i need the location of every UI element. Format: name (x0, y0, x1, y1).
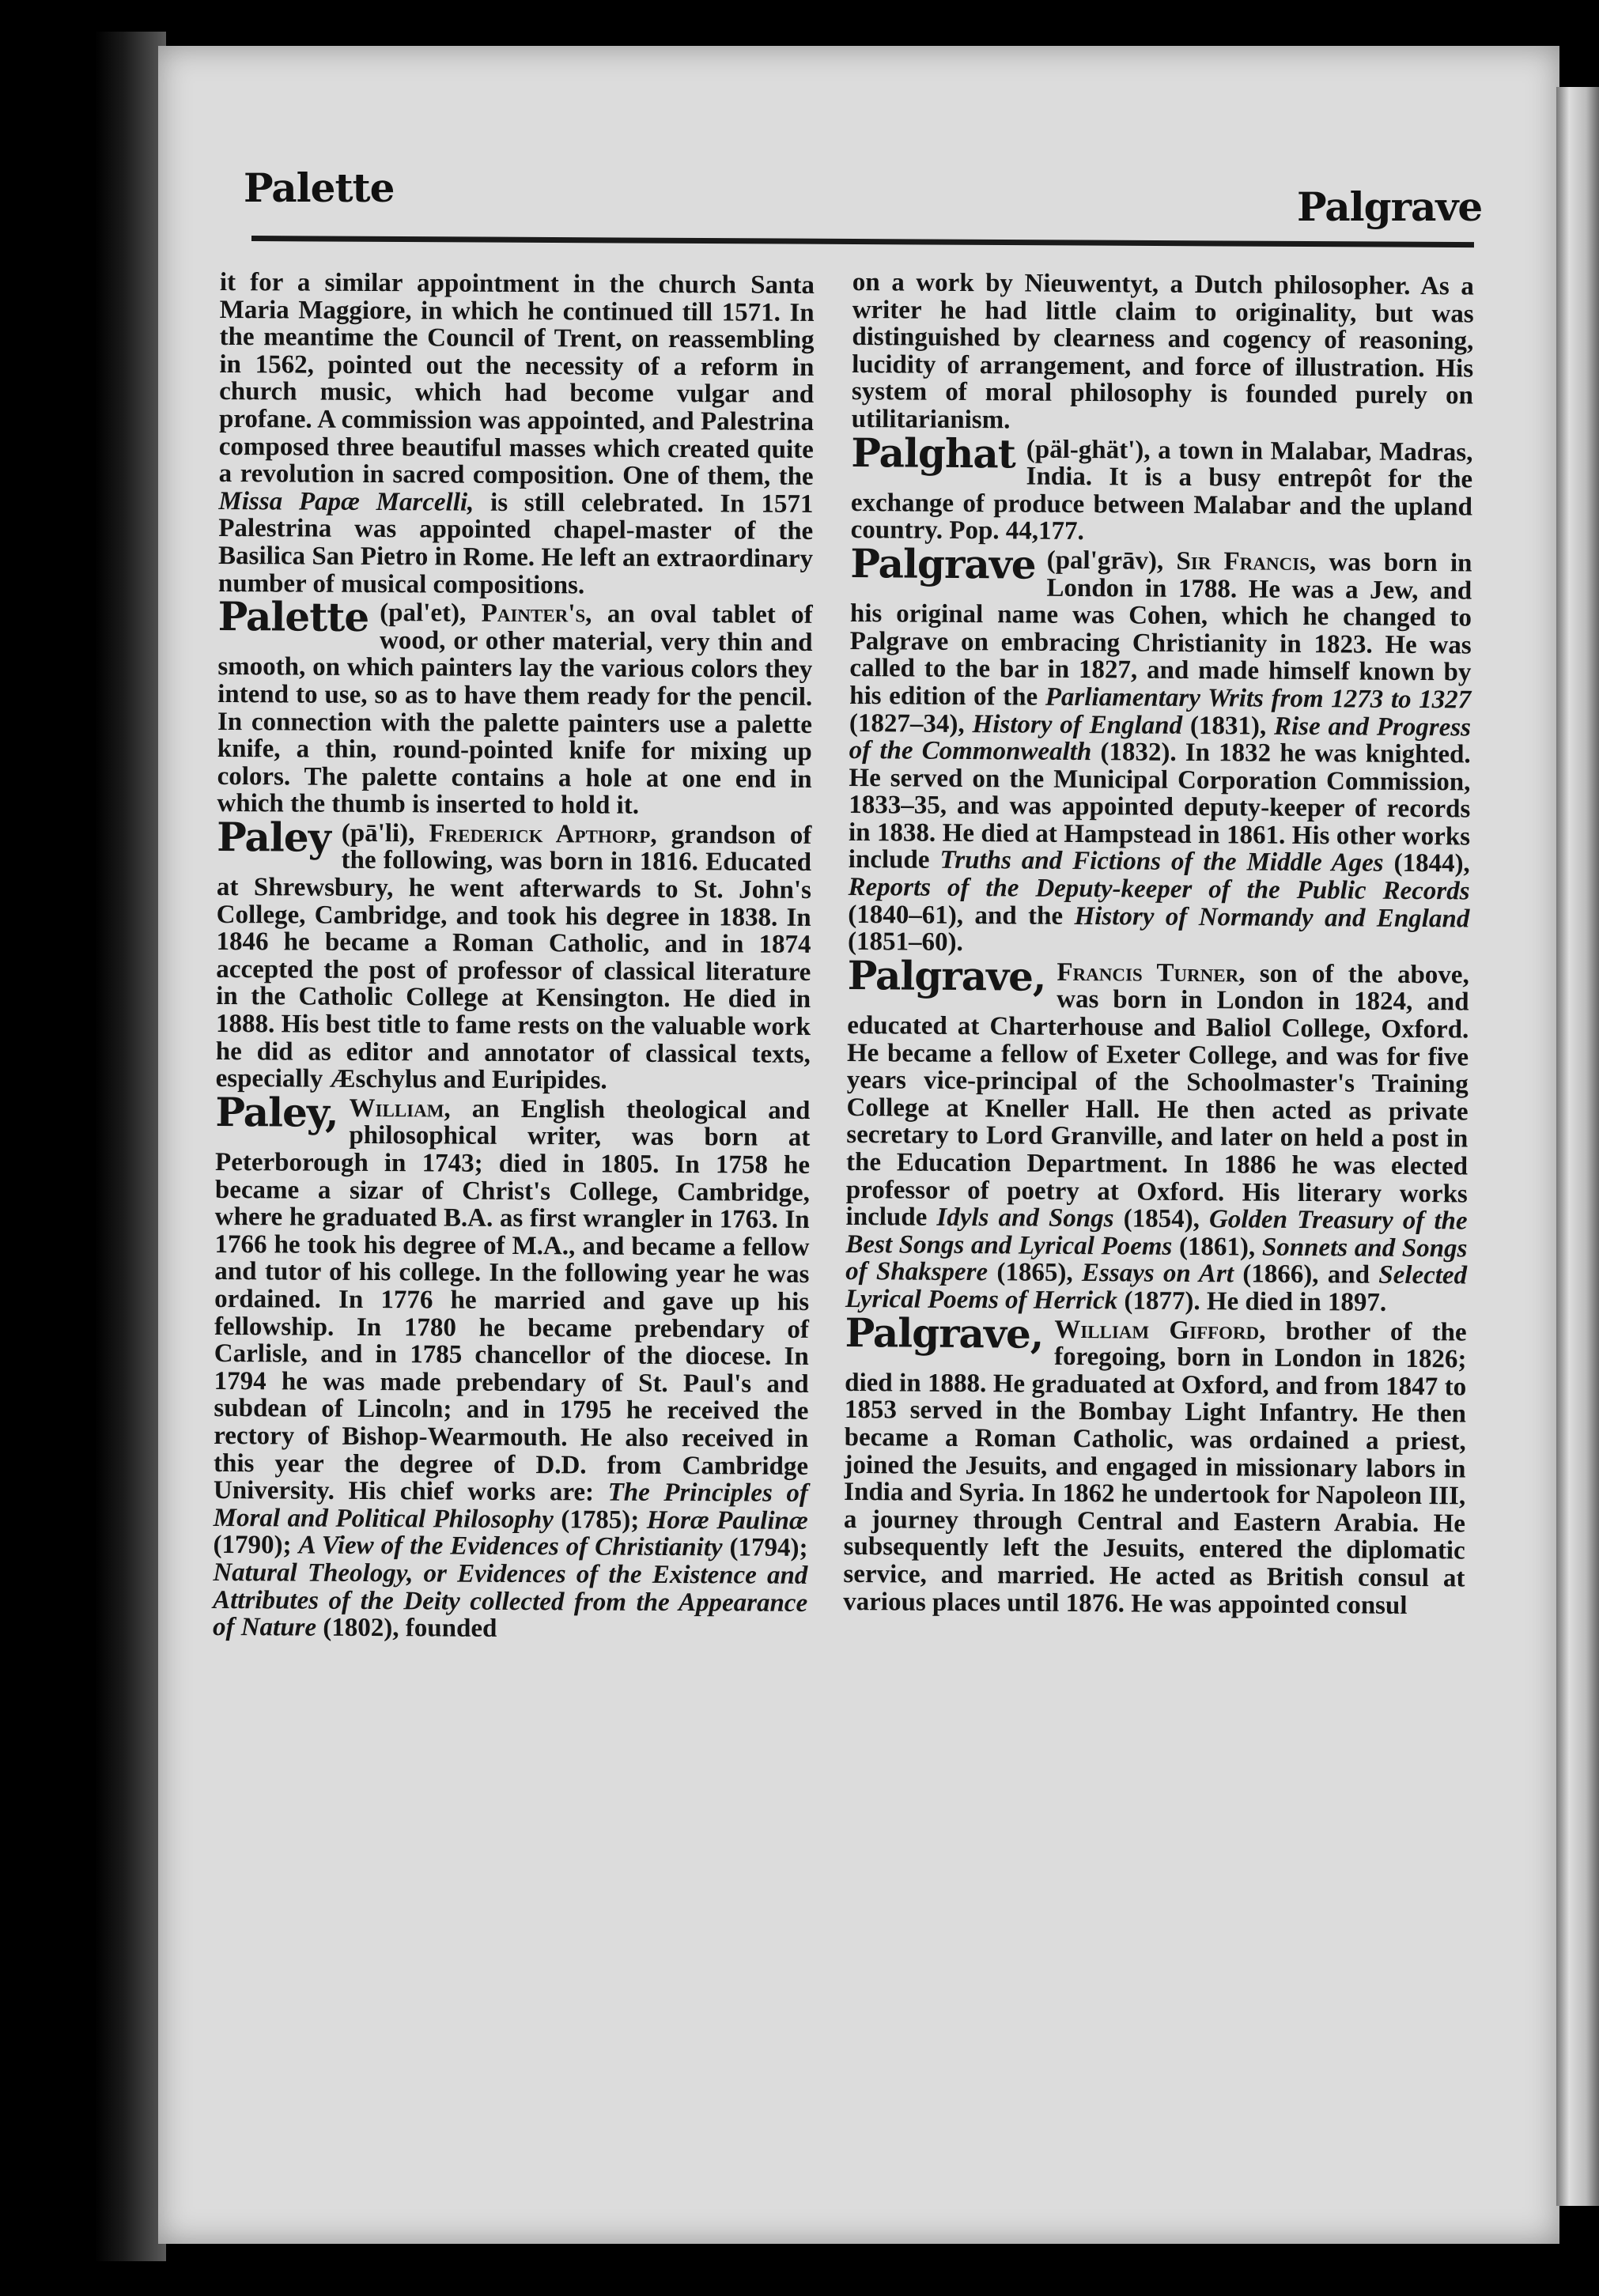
entry-text: (1861), (1172, 1232, 1263, 1262)
entry-palgrave-sir-francis (847, 539, 1472, 960)
entry-text: (1794); (722, 1533, 808, 1563)
work-title: History of Normandy and England (1074, 901, 1470, 934)
headword: Paley (217, 813, 331, 861)
entry-text: on a work by Nieuwentyt, a Dutch philosopher. As a writer he had little claim to originality, but was distinguished by clearness and cogency of reasoning, lucidity of arrangement, and force of illustration. His system of moral philosophy is founded purely on utilitarianism. (851, 268, 1474, 435)
entry-text: an English theological and philosophical writer, was born at Peterborough in 1743; died in 1805. In 1758 he became a sizar of Christ's College, Cambridge, where he graduated B.A. as first wrangler in 1763. In 1766 he took his degree of M.A., and became a fellow and tutor of his college. In the following year he was ordained. In 1776 he married and gave up his fellowship. In 1780 he became prebendary of Carlisle, and in 1785 chancellor of the diocese. In 1794 he was made prebendary of St. Paul's and subdean of Lincoln; and in 1795 he received the rectory of Bishop-Wearmouth. He also received in this year the degree of D.D. from Cambridge University. His chief works are: (213, 1094, 811, 1507)
work-title: The Principles of Moral and Political Philosophy (213, 1478, 808, 1534)
entry-text: (1831), (1181, 711, 1275, 741)
entry-label: Francis Turner, (1057, 957, 1246, 988)
pronunciation: (pā'li), (341, 818, 415, 848)
entry-text: (1844), (1383, 849, 1470, 878)
page-gutter-shadow (95, 32, 166, 2261)
entry-label: William Gifford, (1054, 1315, 1266, 1346)
entry-text: an oval tablet of wood, or other material, very thin and smooth, on which painters lay the various colors they intend to use, so as to have them ready for the pencil. In connection with the palette painters use a palette knife, a thin, round-pointed knife for mixing up colors. The palette contains a hole at one end in which the thumb is inserted to hold it. (217, 599, 813, 821)
work-title: Reports of the Deputy-keeper of the Public Records (848, 873, 1470, 906)
entry-text: it for a similar appointment in the church Santa Maria Maggiore, in which he continued till 1571. In the meantime the Council of Trent, on reassembling in 1562, pointed out the necessity of a reform in church music, which had become vulgar and profane. A commission was appointed, and Palestrina composed three beautiful masses which created quite a revolution in sacred composition. One of them, the (218, 268, 815, 492)
page-edge-stack (1556, 87, 1599, 2206)
pronunciation: (päl-ghät'), (1026, 435, 1151, 465)
entry-text: is still celebrated. In 1571 Palestrina was appointed chapel-master of the Basilica San Pietro in Rome. He left an extraordinary number of musical compositions. (217, 488, 814, 599)
work-title: Truths and Fictions of the Middle Ages (939, 846, 1384, 878)
entry-text: (1827–34), (849, 708, 973, 738)
entry-palgrave-francis-turner (845, 951, 1469, 1317)
entry-label: Painter's, (481, 599, 592, 629)
entry-text: (1865), (988, 1258, 1083, 1288)
entry-text: (1877). He died in 1897. (1117, 1286, 1387, 1317)
entry-paley-william (212, 1088, 811, 1645)
entry-text: (1832). In 1832 he was knighted. He served on the Municipal Corporation Commission, 1833–35, and was appointed deputy-keeper of records in 1838. He died at Hampstead in 1861. His other works include (848, 738, 1471, 875)
entry-text: (1802), founded (316, 1613, 497, 1643)
entry-text: was born in London in 1788. He was a Jew, and his original name was Cohen, which he changed to Palgrave on embracing Christianity in 1823. He was called to the bar in 1827, and made himself known by his edition of the (849, 548, 1472, 712)
running-head-right: Palgrave (1297, 183, 1483, 230)
work-title: Natural Theology, or Evidences of the Existence and Attributes of the Deity collected from the Appearance of Nature (212, 1558, 808, 1642)
headword: Palghat (851, 429, 1016, 478)
entry-continuation-paley (852, 269, 1474, 437)
entry-text: brother of the foregoing, born in London in 1826; died in 1888. He graduated at Oxford, and from 1847 to 1853 served in the Bombay Light Infantry. He then became a Roman Catholic, was ordained a priest, joined the Jesuits, and engaged in missionary labors in India and Syria. In 1862 he undertook for Napoleon III, a journey through Central and Eastern Arabia. He subsequently left the Jesuits, entered the diplomatic service, and married. He acted as British consul at various places until 1876. He was appointed consul (843, 1316, 1467, 1620)
entry-text: son of the above, was born in London in 1824, and educated at Charterhouse and Baliol College, Oxford. He became a fellow of Exeter College, and was for five years vice-principal of the Schoolmaster's Training College at Kneller Hall. He then acted as private secretary to Lord Granville, and later on held a post in the Education Department. In 1886 he was elected professor of poetry at Oxford. His literary works include (845, 959, 1469, 1232)
work-title: Rise and Progress of the Commonwealth (849, 712, 1472, 767)
work-title: Selected Lyrical Poems of Herrick (845, 1261, 1468, 1316)
pronunciation: (pal'grāv), (1046, 546, 1164, 576)
headword: Palette (217, 593, 369, 641)
work-title: Parliamentary Writs from 1273 to 1327 (1045, 682, 1472, 715)
work-title: Golden Treasury of the Best Songs and Lyrical Poems (845, 1205, 1468, 1261)
entry-continuation-palestrina (218, 269, 815, 600)
entry-paley-frederick (215, 813, 812, 1096)
entry-text: grandson of the following, was born in 1816. Educated at Shrewsbury, he went afterwards to St. John's College, Cambridge, and took his degree in 1838. In 1846 he became a Roman Catholic, and in 1874 accepted the post of professor of classical literature in the Catholic College at Kensington. He died in 1888. His best title to fame rests on the valuable work he did as editor and annotator of classical texts, especially Æschylus and Euripides. (215, 820, 812, 1095)
entry-label: Sir Francis, (1176, 546, 1317, 577)
right-column (843, 269, 1474, 1620)
entry-text: a town in Malabar, Madras, India. It is a busy entrepôt for the exchange of produce between Malabar and the upland country. Pop. 44,177. (850, 436, 1473, 546)
headword: Palgrave, (847, 951, 1046, 1000)
work-title: Idyls and Songs (936, 1203, 1114, 1233)
work-title: History of England (972, 709, 1183, 740)
work-title: Sonnets and Songs of Shakspere (845, 1233, 1468, 1287)
entry-text: (1854), (1113, 1204, 1210, 1234)
headword: Paley, (215, 1088, 338, 1136)
work-title: A View of the Evidences of Christianity (298, 1531, 723, 1562)
running-head-left: Palette (244, 164, 395, 211)
work-title: Horæ Paulinæ (646, 1505, 808, 1535)
entry-text: (1840–61), and the (848, 900, 1075, 931)
entry-label: William, (349, 1093, 451, 1123)
entry-text: (1790); (213, 1531, 299, 1560)
entry-text: (1785); (553, 1505, 647, 1535)
entry-text: (1866), and (1233, 1259, 1379, 1290)
entry-text: (1851–60). (847, 927, 963, 957)
entry-palette (217, 593, 813, 821)
headword: Palgrave (850, 539, 1036, 588)
entry-palgrave-william-gifford (843, 1308, 1467, 1620)
left-column (213, 269, 815, 1645)
work-title: Essays on Art (1081, 1259, 1234, 1289)
pronunciation: (pal'et), (380, 599, 467, 628)
headword: Palgrave, (845, 1308, 1044, 1358)
entry-label: Frederick Apthorp, (429, 819, 657, 849)
work-title: Missa Papæ Marcelli, (218, 486, 474, 517)
entry-palghat (850, 429, 1473, 549)
